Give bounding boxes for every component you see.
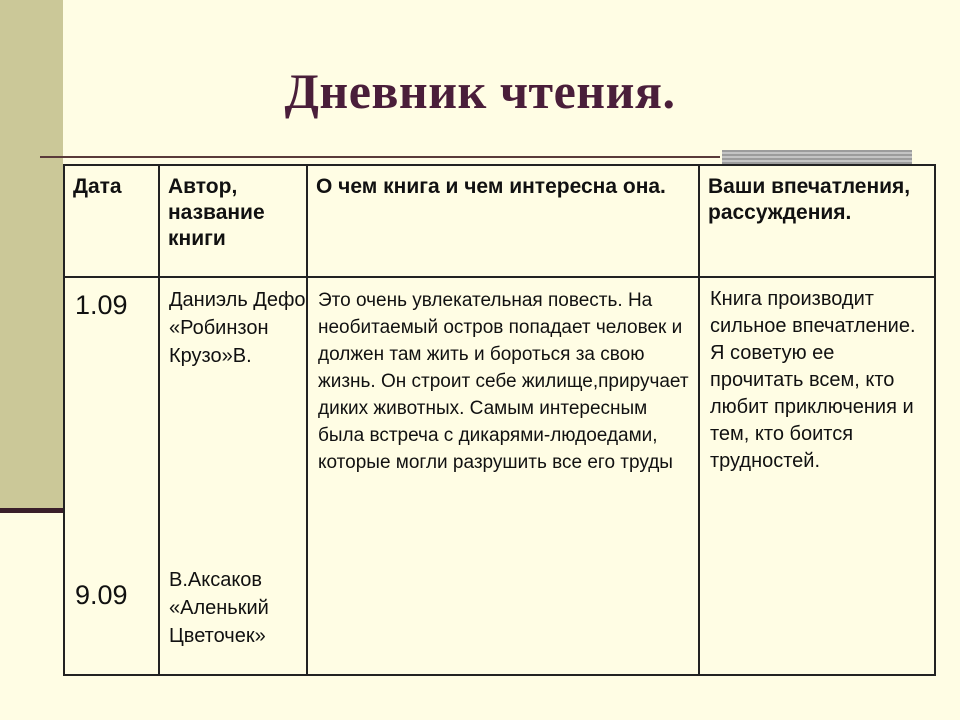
entry-impressions: Книга производит сильное впечатление. Я советую ее прочитать всем, кто любит приключения и тем, кто боится трудностей. <box>710 288 916 472</box>
entry-date: 1.09 <box>75 290 128 320</box>
entry-date: 9.09 <box>75 580 128 610</box>
header-summary: О чем книга и чем интересна она. <box>307 165 699 277</box>
title-underline <box>40 156 720 158</box>
summary-cell <box>307 277 699 675</box>
reading-diary-table <box>63 164 936 676</box>
side-band-line <box>0 508 63 513</box>
header-impressions: Ваши впечатления, рассуждения. <box>699 165 935 277</box>
header-date: Дата <box>64 165 159 277</box>
author-cell <box>159 277 307 675</box>
page-title: Дневник чтения. <box>284 63 676 119</box>
entry-summary: Это очень увлекательная повесть. На необитаемый остров попадает человек и должен там жить и бороться за свою жизнь. Он строит себе жилище,приручает диких животных. Самым интересным была встреча с дикарями-людоедами, которые могли разрушить все его труды <box>318 290 689 473</box>
impressions-cell <box>699 277 935 675</box>
header-author: Автор, название книги <box>159 165 307 277</box>
table-header-row <box>64 165 935 277</box>
date-cell <box>64 277 159 675</box>
table-row <box>64 277 935 675</box>
entry-author-title: Даниэль Дефо «Робинзон Крузо»В. <box>169 289 306 367</box>
entry-author-title: В.Аксаков «Аленький Цветочек» <box>169 569 269 647</box>
